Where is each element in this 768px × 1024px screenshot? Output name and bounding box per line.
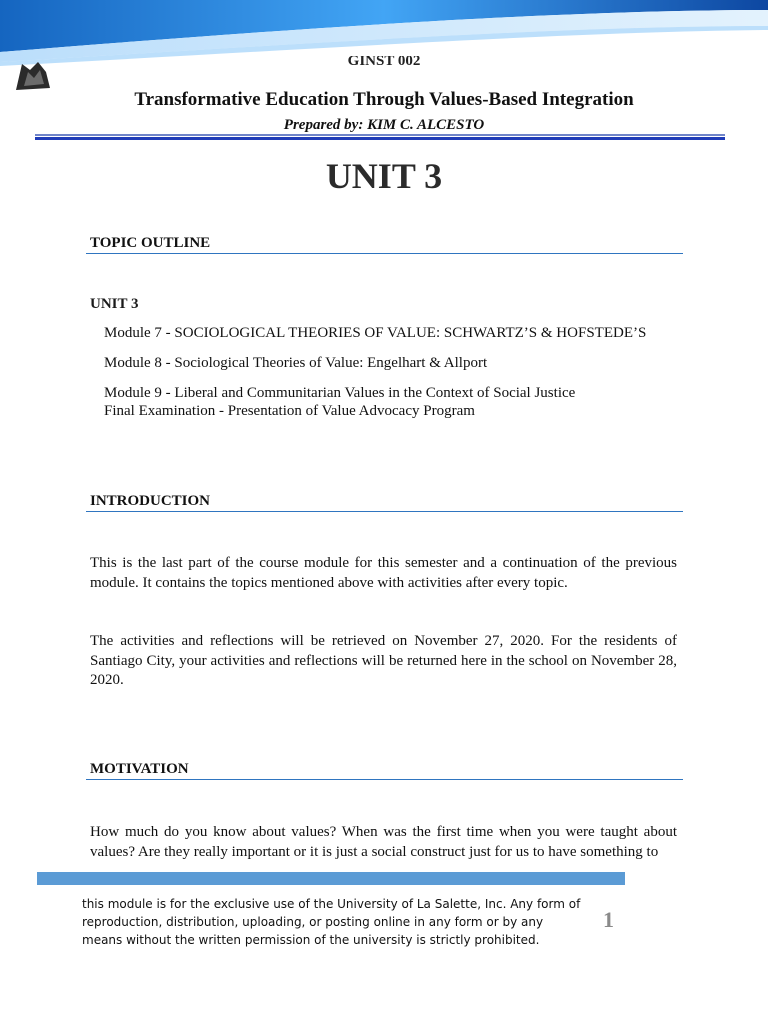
module-item: Module 7 - SOCIOLOGICAL THEORIES OF VALUE: SCHWARTZ’S & HOFSTEDE’S — [104, 325, 647, 341]
introduction-paragraph: The activities and reflections will be retrieved on November 27, 2020. For the residents of Santiago City, your activities and reflections will be returned here in the school on November 28, 2020. — [90, 633, 677, 688]
prepared-by: Prepared by: KIM C. ALCESTO — [283, 117, 485, 133]
motivation-paragraph: How much do you know about values? When was the first time when you were taught about values? Are they really important or it is just a social construct just for us to have something to — [90, 824, 677, 860]
footer-copyright-note: this module is for the exclusive use of the University of La Salette, Inc. Any form of reproduction, distribution, uploading, or posting online in any form or by any means without the written permission of the university is strictly prohibited. — [82, 897, 581, 947]
section-divider — [86, 253, 683, 254]
footer-bar — [37, 872, 625, 885]
topic-outline-heading: TOPIC OUTLINE — [90, 235, 211, 251]
introduction-heading: INTRODUCTION — [90, 493, 211, 509]
page-number: 1 — [603, 907, 614, 932]
module-item: Final Examination - Presentation of Value Advocacy Program — [104, 403, 475, 419]
course-code: GINST 002 — [347, 56, 421, 69]
module-item: Module 9 - Liberal and Communitarian Values in the Context of Social Justice — [104, 385, 576, 401]
course-title: Transformative Education Through Values-Based Integration — [134, 89, 634, 110]
section-divider — [86, 779, 683, 780]
motivation-heading: MOTIVATION — [90, 761, 189, 777]
section-divider — [86, 511, 683, 512]
unit-label: UNIT 3 — [90, 296, 139, 312]
module-item: Module 8 - Sociological Theories of Value: Engelhart & Allport — [104, 355, 488, 371]
header-divider — [35, 134, 725, 140]
introduction-paragraph: This is the last part of the course module for this semester and a continuation of the previous module. It contains the topics mentioned above with activities after every topic. — [90, 555, 677, 591]
unit-title: UNIT 3 — [325, 156, 443, 196]
